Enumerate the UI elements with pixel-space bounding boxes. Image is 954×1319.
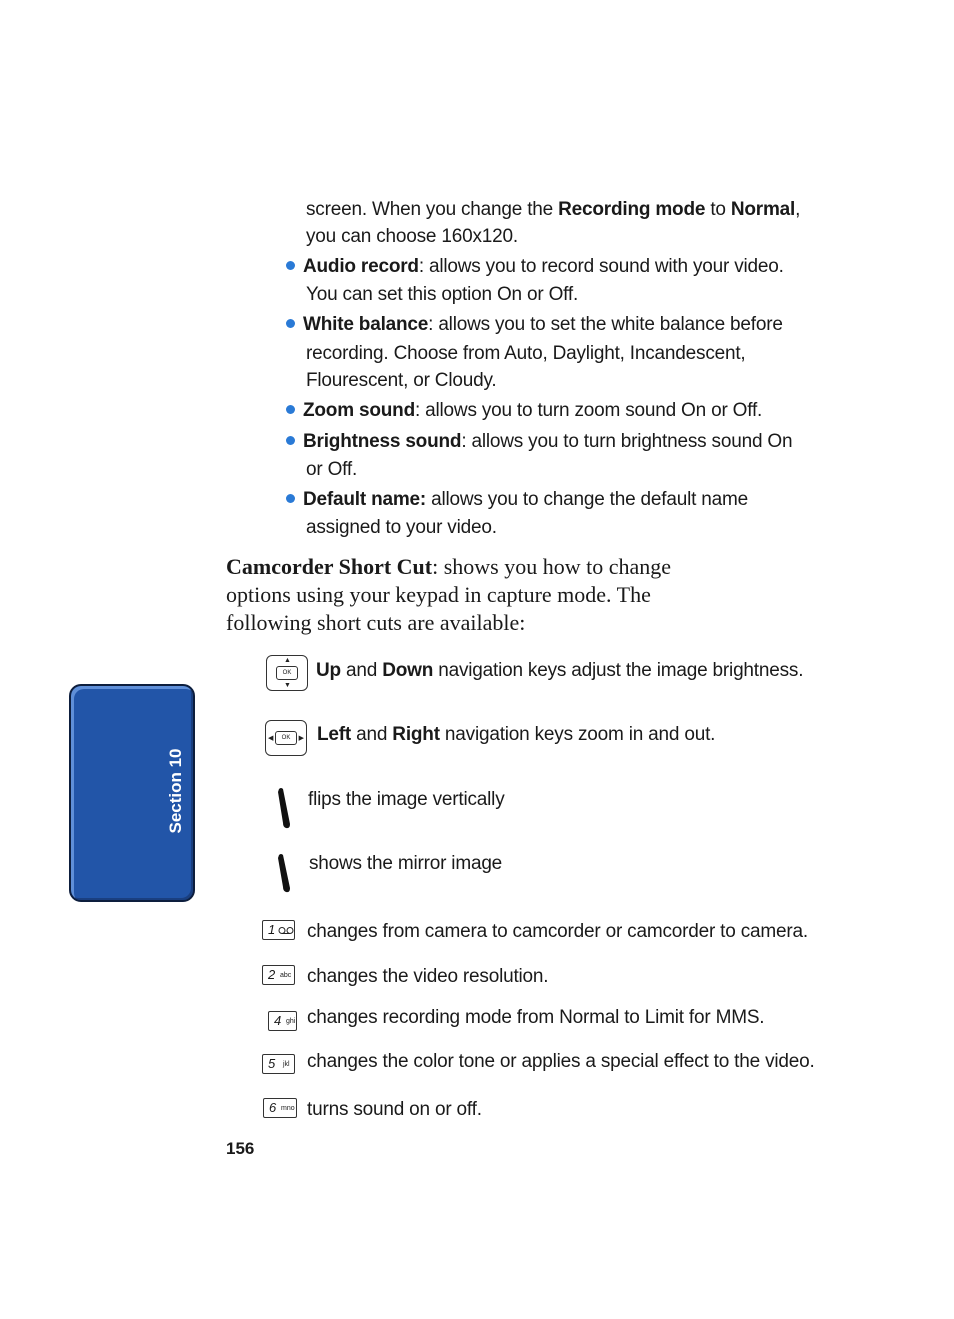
nav-key-leftright-icon [265,720,307,756]
term-normal: Normal [730,199,796,220]
right-soft-key-icon [274,852,294,894]
key-number: 6 [269,1100,277,1115]
shortcut-text: : shows you how to change [432,554,672,579]
key-letters: ghi [286,1018,296,1025]
key1-description: changes from camera to camcorder or camcorder to camera. [307,921,808,942]
bullet-text: : allows you to turn zoom sound On or Off. [414,400,763,421]
left-arrow-icon: ◀ [268,735,274,742]
left-soft-key-icon [274,786,294,830]
bullet-text: : allows you to turn brightness sound On [461,431,793,452]
bullet-term: Zoom sound [303,400,415,421]
bullet-icon [286,261,295,270]
bullet-icon [286,436,295,445]
bullet-default-name [303,490,748,509]
key-1-icon [262,920,295,940]
bullet-text: You can set this option On or Off. [306,284,579,305]
bullet-text: Flourescent, or Cloudy. [306,370,497,391]
leftright-description [317,725,715,744]
softkey1-description: flips the image vertically [308,789,505,810]
up-arrow-icon: ▲ [284,657,291,664]
key-letters: abc [280,972,292,979]
bullet-text: or Off. [306,459,358,480]
bullet-audio-record [303,257,784,276]
bullet-icon [286,319,295,328]
key-6-icon [263,1098,297,1118]
key-number: 5 [268,1056,276,1071]
term-recording-mode: Recording mode [558,199,706,220]
voicemail-icon [278,926,294,935]
section-tab-label: Section 10 [166,748,185,834]
down-arrow-icon: ▼ [284,682,291,689]
intro-text: , [795,199,801,220]
bullet-icon [286,405,295,414]
nav-key-updown-icon [266,655,308,691]
key5-description: changes the color tone or applies a special effect to the video. [307,1051,815,1072]
key-text: navigation keys zoom in and out. [439,724,716,745]
intro-text: to [705,199,731,220]
key4-description: changes recording mode from Normal to Limit for MMS. [307,1007,765,1028]
bullet-brightness-sound [303,432,792,451]
key-letters: mno [281,1105,295,1112]
shortcut-line-2: options using your keypad in capture mode. The [226,582,651,607]
ok-icon: OK [276,666,298,680]
key-text: and [351,724,393,745]
intro-text: screen. When you change the [306,199,559,220]
bullet-text: recording. Choose from Auto, Daylight, Incandescent, [306,343,746,364]
bullet-zoom-sound [303,401,762,420]
bullet-text: allows you to change the default name [426,489,748,510]
bullet-text: : allows you to record sound with your video. [418,256,784,277]
bullet-term: Brightness sound [303,431,462,452]
key6-description: turns sound on or off. [307,1099,482,1120]
shortcut-line-1 [226,556,671,578]
key-number: 1 [268,922,276,937]
key2-description: changes the video resolution. [307,966,549,987]
term-down: Down [382,660,434,681]
bullet-white-balance [303,315,783,334]
shortcut-term: Camcorder Short Cut [226,554,433,579]
key-letters: jkl [283,1061,290,1068]
bullet-term: Default name: [303,489,427,510]
right-arrow-icon: ▶ [298,735,304,742]
key-number: 2 [268,967,276,982]
intro-line-1 [306,200,800,219]
key-number: 4 [274,1013,282,1028]
key-2-icon [262,965,295,985]
intro-line-2: you can choose 160x120. [306,226,518,247]
key-4-icon [268,1011,297,1031]
page-number: 156 [226,1139,255,1158]
bullet-text: assigned to your video. [306,517,497,538]
term-left: Left [317,724,352,745]
updown-description [316,661,803,680]
softkey2-description: shows the mirror image [309,853,503,874]
ok-icon: OK [275,731,297,745]
bullet-icon [286,494,295,503]
bullet-term: Audio record [303,256,419,277]
bullet-text: : allows you to set the white balance before [428,314,783,335]
term-up: Up [316,660,341,681]
key-text: navigation keys adjust the image brightness. [433,660,804,681]
term-right: Right [392,724,440,745]
shortcut-line-3: following short cuts are available: [226,610,526,635]
bullet-term: White balance [303,314,429,335]
key-text: and [340,660,383,681]
key-5-icon [262,1054,295,1074]
